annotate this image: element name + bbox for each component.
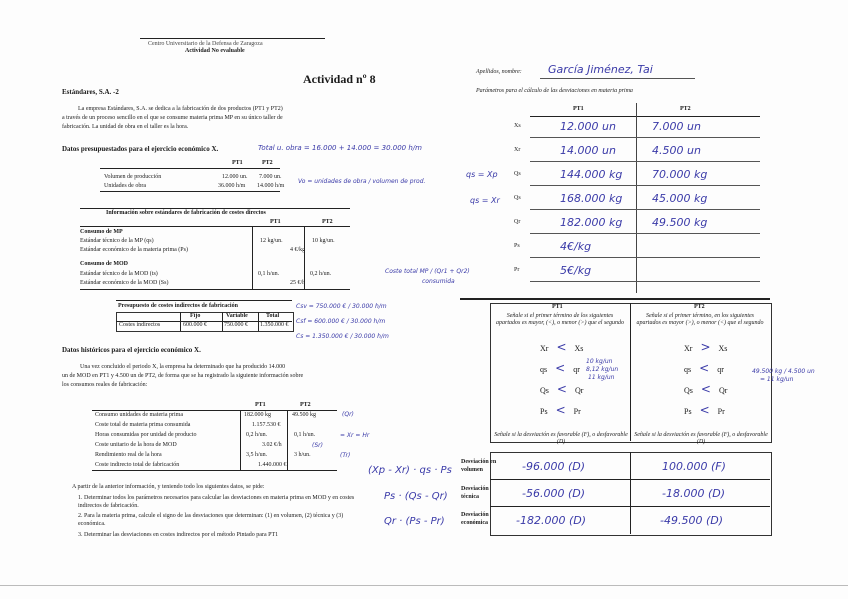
real-row-4-v1: 3.02 €/h <box>262 442 282 448</box>
param-row-rule <box>530 257 760 258</box>
ind-row-label: Costes indirectos <box>119 322 161 328</box>
compare-left-term: qs <box>684 365 692 374</box>
std-col-pt1: PT1 <box>270 219 281 225</box>
vol-table-bottom <box>100 191 280 192</box>
compare-right-term: Qr <box>718 386 728 395</box>
dev-technical-pt1: -56.000 (D) <box>522 487 586 500</box>
compare-left-term: Qs <box>540 386 549 395</box>
param-row-rule <box>530 137 760 138</box>
qs-note-1: qs = Xp <box>466 170 498 179</box>
ind-rule-top <box>116 300 292 301</box>
compare-right-term: Xs <box>718 344 728 353</box>
compare-row-pt2 <box>684 361 724 375</box>
compare-head-1: Señale si el primer término de los siguientes apartados es mayor, (<), o menor (>) que el segundo <box>496 313 624 326</box>
dev-label-volume: Desviación en volumen <box>461 459 497 473</box>
ind-col-total: Total <box>266 313 280 319</box>
params-heading: Parámetros para el cálculo de las desviaciones en materia prima <box>476 88 633 94</box>
standards-heading: Información sobre estándares de fabricación de costes directos <box>106 210 266 216</box>
compare-note-5: = 11 kg/un <box>760 376 794 383</box>
ind-row-total: 1.350.000 € <box>260 322 289 328</box>
compare-row-pt2 <box>684 382 727 396</box>
param-symbol: Qr <box>514 219 521 225</box>
vol-col-pt2: PT2 <box>262 160 273 166</box>
formula-technical: Ps · (Qs - Qr) <box>384 491 448 502</box>
real-rule-top <box>92 410 337 411</box>
param-value-pt1: 144.000 kg <box>560 168 623 181</box>
tasks-intro: A partir de la anterior información, y teniendo todo los siguientes datos, se pide: <box>72 484 265 490</box>
real-row-6-label: Coste indirecto total de fabricación <box>95 462 180 468</box>
real-row-3-label: Horas consumidas por unidad de producto <box>95 432 197 438</box>
compare-right-term: Qr <box>574 386 584 395</box>
dev-label-economic: Desviación económica <box>461 512 489 526</box>
real-row-1-v1: 182.000 kg <box>244 412 271 418</box>
real-row-4-label: Coste unitario de la hora de MOD <box>95 442 177 448</box>
dev-rule-1 <box>490 479 770 480</box>
compare-col-pt1: PT1 <box>552 304 563 310</box>
compare-operator: < <box>555 403 566 417</box>
indirect-heading: Presupuesto de costes indirectos de fabricación <box>118 303 238 309</box>
formula-volume: (Xp - Xr) · qs · Ps <box>368 465 452 476</box>
std-rule-top <box>80 208 350 209</box>
param-symbol: Xr <box>514 147 521 153</box>
real-row-5-label: Rendimiento real de la hora <box>95 452 162 458</box>
std-row-1: Consumo de MP <box>80 229 123 235</box>
history-heading: Datos históricos para el ejercicio económico X. <box>62 346 201 354</box>
param-symbol: Ps <box>514 243 520 249</box>
param-col-pt1: PT1 <box>573 106 584 112</box>
compare-operator: > <box>700 340 711 354</box>
compare-note-3: 11 kg/un <box>588 374 615 381</box>
ind-row-fijo: 600.000 € <box>183 322 207 328</box>
std-row-3-v1: 4 €/kg <box>290 247 306 253</box>
real-row-5-note: (Tr) <box>340 452 351 459</box>
vol-row-2-v1: 36.000 h/m <box>218 183 246 189</box>
dev-head-1: Señale si la desviación es favorable (F), o desfavorable (D) <box>494 432 628 445</box>
param-symbol: Pr <box>514 267 520 273</box>
real-row-3-v2: 0,1 h/un. <box>294 432 316 438</box>
compare-right-term: Pr <box>717 407 725 416</box>
vol-row-2-label: Unidades de obra <box>104 183 146 189</box>
history-line-1: Una vez concluido el periodo X, la empresa ha determinado que ha producido 14.000 <box>80 364 286 370</box>
compare-left-term: qs <box>540 365 548 374</box>
budget-heading: Datos presupuestados para el ejercicio económico X. <box>62 145 219 153</box>
param-symbol: Xs <box>514 123 521 129</box>
compare-left-term: Ps <box>684 407 692 416</box>
task-2: 2. Para la materia prima, calcule el signo de las desviaciones que determinan: (1) en volumen, (2) técnica y (3) económica. <box>78 513 344 527</box>
param-value-pt1: 182.000 kg <box>560 216 623 229</box>
compare-note-2: 8,12 kg/un <box>586 366 619 373</box>
compare-left-term: Xr <box>684 344 693 353</box>
ind-row-variable: 750.000 € <box>224 322 248 328</box>
std-row-5-v2: 0,2 h/un. <box>310 271 332 277</box>
vol-col-pt1: PT1 <box>232 160 243 166</box>
compare-left-term: Qs <box>684 386 693 395</box>
intro-line-3: fabricación. La unidad de obra en el taller es la hora. <box>62 124 189 130</box>
std-row-6: Estándar económico de la MOD (Ss) <box>80 280 169 286</box>
compare-operator: < <box>699 361 710 375</box>
compare-row-pt1 <box>540 382 583 396</box>
company-heading: Estándares, S.A. -2 <box>62 88 119 96</box>
compare-left-term: Xr <box>540 344 549 353</box>
name-rule <box>540 78 695 79</box>
dev-divider <box>630 452 631 534</box>
param-value-pt1: 4€/kg <box>560 240 592 253</box>
compare-right-term: qr <box>573 365 580 374</box>
param-value-pt1: 168.000 kg <box>560 192 623 205</box>
compare-col-pt2: PT2 <box>694 304 705 310</box>
compare-operator: < <box>556 340 567 354</box>
real-rule-bottom <box>92 470 337 471</box>
param-value-pt2: 4.500 un <box>652 144 701 157</box>
header-line-1: Centro Universitario de la Defensa de Zaragoza <box>148 41 263 47</box>
param-row-rule <box>530 161 760 162</box>
ind-col-fijo: Fijo <box>190 313 201 319</box>
task-1: 1. Determinar todos los parámetros necesarios para calcular las desviaciones en materia prima en MOD y en costes indirectos de fabricación. <box>78 495 355 509</box>
std-row-2: Estándar técnico de la MP (qs) <box>80 238 154 244</box>
compare-operator: < <box>555 361 566 375</box>
ind-col-variable: Variable <box>226 313 248 319</box>
vol-row-1-label: Volumen de producción <box>104 174 162 180</box>
compare-row-pt2 <box>684 340 727 354</box>
param-col-divider <box>636 103 637 293</box>
dev-head-2: Señale si la desviación es favorable (F), o desfavorable (D) <box>634 432 768 445</box>
budget-note: Total u. obra = 16.000 + 14.000 = 30.000 h/m <box>258 144 422 152</box>
compare-operator: < <box>700 382 711 396</box>
task-3: 3. Determinar las desviaciones en costes indirectos por el método Pintado para PT1 <box>78 532 279 538</box>
dev-economic-pt2: -49.500 (D) <box>660 514 724 527</box>
header-rule <box>140 38 325 39</box>
compare-left-term: Ps <box>540 407 548 416</box>
param-value-pt2: 70.000 kg <box>652 168 708 181</box>
std-rule-bottom <box>80 289 350 290</box>
compare-operator: < <box>699 403 710 417</box>
ind-note-3: Cs = 1.350.000 € / 30.000 h/m <box>296 333 389 340</box>
compare-right-term: qr <box>717 365 724 374</box>
qs-note-2: qs = Xr <box>470 196 500 205</box>
compare-row-pt1 <box>540 403 581 417</box>
param-row-rule <box>530 185 760 186</box>
intro-line-1: La empresa Estándares, S.A. se dedica a la fabricación de dos productos (PT1 y PT2) <box>78 106 283 112</box>
std-row-3: Estándar económico de la materia prima (Ps) <box>80 247 188 253</box>
param-row-rule <box>530 281 760 282</box>
compare-row-pt1 <box>540 340 583 354</box>
param-row-rule <box>530 209 760 210</box>
header-line-2: Actividad No evaluable <box>185 48 245 54</box>
real-row-5-v2: 3 h/un. <box>294 452 311 458</box>
dev-rule-2 <box>490 506 770 507</box>
section-divider <box>460 298 770 300</box>
compare-operator: < <box>556 382 567 396</box>
compare-right-term: Pr <box>573 407 581 416</box>
std-row-5-v1: 0,1 h/un. <box>258 271 280 277</box>
student-label: Apellidos, nombre: <box>476 69 522 75</box>
history-line-3: los consumos reales de fabricación: <box>62 382 148 388</box>
std-row-5: Estándar técnico de la MOD (ts) <box>80 271 158 277</box>
mp-cost-note: Coste total MP / (Qr1 + Qr2) <box>385 268 470 275</box>
compare-divider <box>630 303 631 441</box>
param-value-pt1: 5€/kg <box>560 264 592 277</box>
real-row-5-v1: 3,5 h/un. <box>246 452 268 458</box>
real-row-1-note: (Qr) <box>342 411 354 418</box>
real-div-2 <box>287 410 288 470</box>
compare-head-2: Señale si el primer término, en los siguientes apartados es mayor (>), o menor (<) que el segundo <box>636 313 764 326</box>
ind-note-1: Csv = 750.000 € / 30.000 h/m <box>296 303 387 310</box>
vol-row-1-v1: 12.000 un. <box>222 174 248 180</box>
real-div-1 <box>240 410 241 470</box>
dev-volume-pt1: -96.000 (D) <box>522 460 586 473</box>
std-row-2-v2: 10 kg/un. <box>312 238 335 244</box>
vol-note: Vo = unidades de obra / volumen de prod. <box>298 178 426 185</box>
real-row-1-label: Consumo unidades de materia prima <box>95 412 183 418</box>
std-col-divider-2 <box>304 226 305 289</box>
compare-note-1: 10 kg/un <box>586 358 613 365</box>
param-rule-top <box>530 116 760 117</box>
intro-line-2: a través de un proceso sencillo en el que se consume materia prima MP en su único taller de <box>62 115 283 121</box>
real-row-3-note: = Xr = Hr <box>340 432 370 439</box>
param-symbol: Qs <box>514 195 521 201</box>
dev-economic-pt1: -182.000 (D) <box>516 514 587 527</box>
compare-row-pt1 <box>540 361 580 375</box>
compare-right-term: Xs <box>574 344 584 353</box>
std-row-4: Consumo de MOD <box>80 261 129 267</box>
param-value-pt2: 7.000 un <box>652 120 701 133</box>
std-row-2-v1: 12 kg/un. <box>260 238 283 244</box>
param-value-pt1: 12.000 un <box>560 120 616 133</box>
real-col-pt2: PT2 <box>300 402 311 408</box>
student-name: García Jiménez, Tai <box>548 63 653 76</box>
dev-volume-pt2: 100.000 (F) <box>662 460 726 473</box>
formula-economic: Qr · (Ps - Pr) <box>384 516 445 527</box>
history-line-2: un de MOD en PT1 y 4.500 un de PT2, de forma que se ha registrado la siguiente información sobre <box>62 373 304 379</box>
vol-row-1-v2: 7.000 un. <box>259 174 282 180</box>
real-col-pt1: PT1 <box>255 402 266 408</box>
param-symbol: Qs <box>514 171 521 177</box>
std-rule-2 <box>80 226 350 227</box>
dev-label-technical: Desviación técnica <box>461 486 489 500</box>
scan-edge <box>0 585 848 586</box>
param-value-pt1: 14.000 un <box>560 144 616 157</box>
real-row-4-note: (Sr) <box>312 442 323 449</box>
std-col-pt2: PT2 <box>322 219 333 225</box>
dev-technical-pt2: -18.000 (D) <box>662 487 726 500</box>
real-row-2-label: Coste total de materia prima consumida <box>95 422 191 428</box>
page-title: Actividad nº 8 <box>303 72 376 86</box>
param-value-pt2: 49.500 kg <box>652 216 708 229</box>
ind-note-2: Csf = 600.000 € / 30.000 h/m <box>296 318 386 325</box>
std-row-6-v1: 25 €/h <box>290 280 306 286</box>
param-row-rule <box>530 233 760 234</box>
real-row-3-v1: 0,2 h/un. <box>246 432 268 438</box>
param-value-pt2: 45.000 kg <box>652 192 708 205</box>
real-row-2-v1: 1.157.530 € <box>252 422 281 428</box>
std-col-divider-1 <box>252 226 253 289</box>
vol-table-top <box>100 168 280 169</box>
mp-cost-note-2: consumida <box>422 278 455 285</box>
param-col-pt2: PT2 <box>680 106 691 112</box>
compare-note-4: 49.500 kg / 4.500 un <box>752 368 815 375</box>
compare-row-pt2 <box>684 403 725 417</box>
vol-row-2-v2: 14.000 h/m <box>257 183 285 189</box>
real-row-1-v2: 49.500 kg <box>292 412 316 418</box>
real-row-6-v1: 1.440.000 € <box>258 462 287 468</box>
